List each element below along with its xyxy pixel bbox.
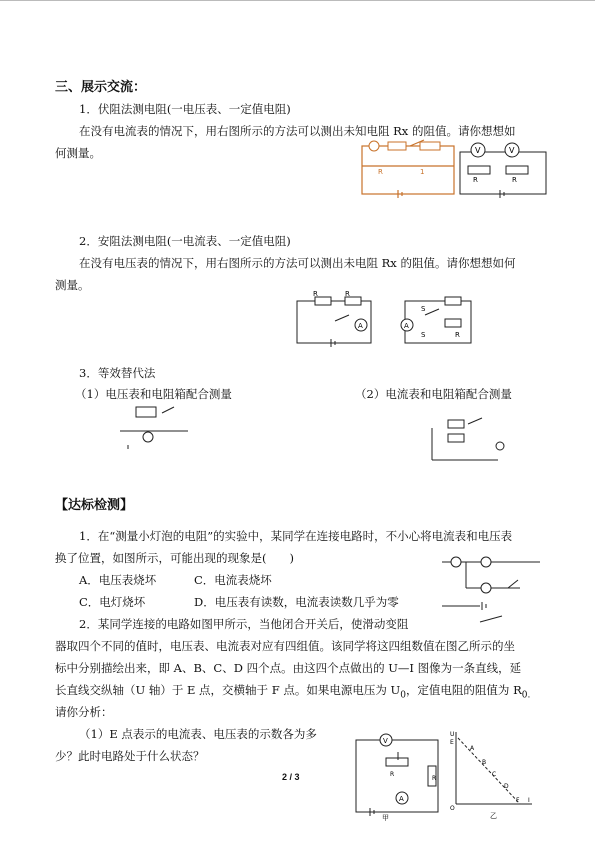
switch-icon [480, 616, 502, 622]
item2-text-line1: 在没有电压表的情况下，用右图所示的方法可以测出未电阻 Rx 的阻值。请你想想如何 [79, 256, 516, 270]
figure-ammeter-method [295, 290, 475, 349]
subscript-u0: 0 [400, 690, 406, 701]
label-a: A [358, 322, 363, 330]
q1-option-d: D．电压表有读数，电流表读数几乎为零 [194, 595, 399, 609]
q2-line4-main: 长直线交纵轴（U 轴）于 E 点，交横轴于 F 点。如果电源电压为 U [55, 683, 401, 697]
circuit-1-frame [362, 146, 454, 194]
label-yi: 乙 [490, 812, 497, 820]
label-rx: R [512, 176, 517, 184]
q2-text-line4 [55, 682, 530, 703]
label-v: V [475, 146, 481, 155]
voltmeter-icon [143, 432, 153, 442]
label-rx: R [455, 331, 460, 339]
label-r0: R [313, 290, 318, 298]
item1-text-line2: 何测量。 [55, 146, 101, 160]
switch-icon [162, 407, 174, 413]
figure-q1-circuit [440, 552, 545, 630]
resistor-icon [420, 142, 440, 150]
item3-title: 3．等效替代法 [79, 366, 156, 380]
resistor-icon [345, 297, 361, 305]
label-s2: S [421, 331, 426, 339]
label-v: V [383, 737, 388, 745]
figure-q2-circuit-and-graph [352, 728, 542, 823]
label-o: O [450, 805, 455, 812]
switch-icon [508, 580, 518, 588]
label-b: B [482, 759, 487, 766]
label-a: A [470, 745, 475, 752]
lamp-icon [481, 583, 491, 593]
resistor-icon [445, 297, 461, 305]
figure-voltmeter-resistance-box [118, 405, 190, 449]
label-i: I [528, 797, 530, 804]
figure-voltmeter-method [360, 138, 550, 200]
label-1: 1 [420, 168, 425, 176]
q2-line4-tail: ，定值电阻的阻值为 R [405, 683, 522, 697]
label-d: D [504, 783, 509, 790]
item2-text-line2: 测量。 [55, 278, 90, 292]
q1-option-c: C．电流表烧坏 [194, 573, 272, 587]
section-heading-display: 三、展示交流： [55, 80, 147, 95]
label-rx: R [345, 290, 350, 298]
top-border-line [0, 0, 595, 1]
u-i-line [458, 738, 520, 804]
q2-text-line2: 器取四个不同的值时，电压表、电流表对应有四组值。该同学将这四组数值在图乙所示的坐 [55, 639, 515, 653]
label-a: A [404, 322, 409, 330]
label-c: C [492, 771, 497, 778]
resistance-box-icon [136, 407, 156, 417]
item1-text-line1: 在没有电流表的情况下，用右图所示的方法可以测出未知电阻 Rx 的阻值。请你想想如 [79, 124, 516, 138]
q2-text-line1: 2．某同学连接的电路如图甲所示，当他闭合开关后，使滑动变阻 [79, 617, 409, 631]
page-number: 2 / 3 [282, 772, 300, 782]
switch-icon [335, 315, 349, 321]
meter-icon [481, 557, 491, 567]
switch-icon [425, 309, 439, 315]
switch-icon [468, 418, 482, 424]
label-e: E [450, 739, 454, 746]
meter-icon [451, 557, 461, 567]
label-a: A [399, 795, 404, 803]
label-r: R [390, 771, 395, 778]
rheostat-icon [386, 758, 408, 766]
section-heading-standards-test: 【达标检测】 [55, 498, 134, 513]
q2-sub1-line2: 少？此时电路处于什么状态？ [55, 749, 205, 763]
q2-text-line3: 标中分别描绘出来，即 A、B、C、D 四个点。由这四个点做出的 U—I 图像为一条直线，延 [55, 661, 522, 675]
resistor-icon [445, 319, 461, 327]
label-v: V [509, 146, 515, 155]
ammeter-icon [496, 442, 504, 450]
label-jia: 甲 [382, 814, 389, 822]
label-r: R [378, 168, 383, 176]
resistance-box-icon [448, 420, 464, 428]
label-r0: R [473, 176, 478, 184]
resistor-icon [448, 434, 464, 442]
resistor-icon [315, 297, 331, 305]
voltmeter-icon [369, 141, 379, 151]
q1-text-line1: 1．在“测量小灯泡的电阻”的实验中，某同学在连接电路时，不小心将电流表和电压表 [79, 529, 513, 543]
label-u: U [450, 731, 455, 738]
subscript-r0: 0. [521, 690, 531, 701]
label-f: F [516, 797, 520, 804]
item2-title: 2．安阻法测电阻(一电流表、一定值电阻) [79, 234, 291, 248]
figure-ammeter-resistance-box [428, 408, 528, 464]
label-r0: R [432, 775, 437, 782]
q1-option-a: A．电压表烧坏 [79, 573, 157, 587]
label-s1: S [421, 305, 426, 313]
q1-text-line2: 换了位置，如图所示，可能出现的现象是( ) [55, 551, 294, 565]
item1-title: 1．伏阻法测电阻(一电压表、一定值电阻) [79, 102, 291, 116]
item3-sub1: （1）电压表和电阻箱配合测量 [75, 387, 232, 401]
item3-sub2: （2）电流表和电阻箱配合测量 [355, 387, 512, 401]
resistor-icon [468, 166, 490, 174]
resistor-icon [506, 166, 528, 174]
q2-text-line5: 请你分析： [55, 705, 113, 719]
resistor-icon [388, 142, 406, 150]
q1-option-c2: C．电灯烧坏 [79, 595, 146, 609]
q2-sub1-line1: （1）E 点表示的电流表、电压表的示数各为多 [79, 727, 317, 741]
